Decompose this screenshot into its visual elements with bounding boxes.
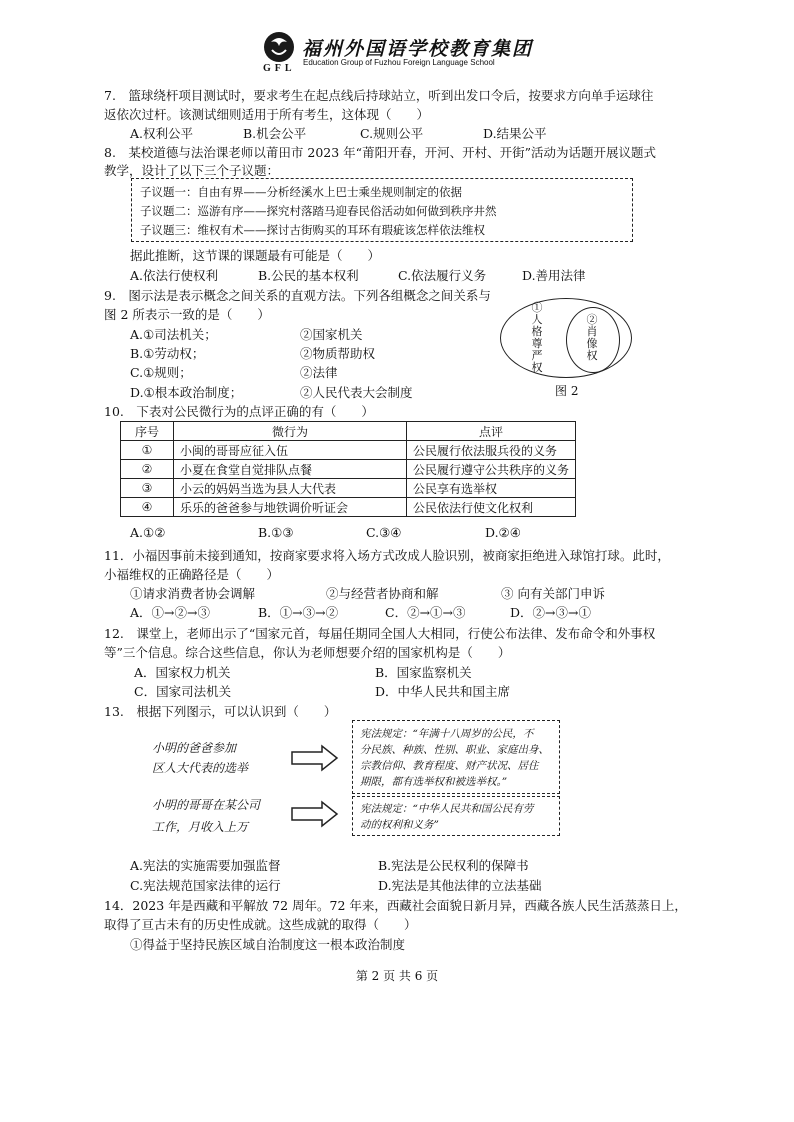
q10-option-b: B.①③ (258, 525, 294, 540)
table-cell: 小夏在食堂自觉排队点餐 (174, 460, 407, 479)
table-header-cell: 点评 (407, 422, 576, 441)
q8-stem-line1: 8. 某校道德与法治课老师以莆田市 2023 年“莆阳开春，开河、开村、开街”活动为话题开展议题式 (104, 145, 656, 160)
q8-option-d: D.善用法律 (522, 268, 586, 283)
q7-option-b: B.机会公平 (243, 126, 307, 141)
q8-option-b: B.公民的基本权利 (258, 268, 359, 283)
table-cell: ① (121, 441, 174, 460)
q14-item-1: ①得益于坚持民族区域自治制度这一根本政治制度 (130, 937, 406, 952)
arrow-right-icon (290, 800, 340, 828)
q9-stem-line1: 9. 图示法是表示概念之间关系的直观方法。下列各组概念之间关系与 (104, 288, 491, 303)
q7-option-a: A.权利公平 (130, 126, 194, 141)
q13-box1-line: 期限，都有选举权和被选举权。” (360, 776, 508, 788)
q13-left-text-2a: 小明的哥哥在某公司 (152, 798, 261, 812)
q13-box1-line: 宪法规定：“年满十八周岁的公民，不 (360, 728, 534, 740)
q9-option-b2: ②物质帮助权 (300, 346, 376, 361)
table-cell: ④ (121, 498, 174, 517)
table-row (121, 441, 576, 460)
q7-stem-line2: 返依次过杆。该测试细则适用于所有考生，这体现（ ） (104, 107, 430, 122)
table-cell: 小云的妈妈当选为县人大代表 (174, 479, 407, 498)
q11-option-d: D．②→③→① (510, 605, 591, 620)
q10-stem: 10. 下表对公民微行为的点评正确的有（ ） (104, 404, 374, 419)
page-number: 第 2 页 共 6 页 (355, 969, 439, 983)
q9-option-b1: B.①劳动权； (130, 346, 205, 361)
venn-inner-label: ②肖像权 (586, 313, 598, 362)
q14-stem-line2: 取得了亘古未有的历史性成就。这些成就的取得（ ） (104, 917, 417, 932)
q9-option-a1: A.①司法机关； (130, 327, 217, 342)
table-header-cell: 序号 (121, 422, 174, 441)
q13-stem: 13. 根据下列图示，可以认识到（ ） (104, 704, 337, 719)
q12-option-c: C．国家司法机关 (134, 684, 232, 699)
q8-stem-line3: 据此推断，这节课的课题最有可能是（ ） (130, 248, 381, 263)
q13-left-text-2b: 工作，月收入上万 (152, 820, 249, 834)
q13-constitution-box-1 (352, 720, 560, 794)
table-cell: 公民享有选举权 (407, 479, 576, 498)
q13-option-c: C.宪法规范国家法律的运行 (130, 878, 281, 893)
q9-option-d2: ②人民代表大会制度 (300, 385, 413, 400)
q12-option-d: D．中华人民共和国主席 (375, 684, 511, 699)
q13-box1-line: 分民族、种族、性别、职业、家庭出身、 (360, 744, 549, 756)
q12-stem-line1: 12. 课堂上，老师出示了“国家元首，每届任期同全国人大相同，行使公布法律、发布命令和外事权 (104, 626, 656, 641)
q11-option-c: C．②→①→③ (385, 605, 466, 620)
q8-option-c: C.依法履行义务 (398, 268, 487, 283)
q8-subtopics-box (131, 178, 633, 242)
q8-option-a: A.依法行使权利 (130, 268, 219, 283)
q9-stem-line2: 图 2 所表示一致的是（ ） (104, 307, 270, 322)
q10-option-a: A.①② (130, 525, 166, 540)
figure-2-caption: 图 2 (555, 384, 579, 398)
q10-option-d: D.②④ (485, 525, 521, 540)
q11-item-2: ②与经营者协商和解 (326, 586, 439, 601)
table-header-cell: 微行为 (174, 422, 407, 441)
q8-subtopic-3: 子议题三：维权有术——探讨古街购买的耳环有瑕疵该怎样依法维权 (140, 223, 485, 237)
q11-stem-line2: 小福维权的正确路径是（ ） (104, 567, 280, 582)
table-header-row (121, 422, 576, 441)
venn-outer-label: ①人格尊严权 (531, 301, 543, 374)
q13-box2-line: 宪法规定：“中华人民共和国公民有劳 (360, 803, 534, 815)
table-row (121, 498, 576, 517)
q11-stem-line1: 11．小福因事前未接到通知，按商家要求将入场方式改成人脸识别，被商家拒绝进入球馆打球。此时， (104, 548, 670, 563)
q11-option-a: A．①→②→③ (130, 605, 210, 620)
q10-option-c: C.③④ (366, 525, 402, 540)
q12-option-a: A．国家权力机关 (134, 665, 231, 680)
q10-table (120, 421, 576, 517)
school-abbr: GFL (263, 63, 296, 74)
q9-option-c1: C.①规则； (130, 365, 192, 380)
q12-option-b: B．国家监察机关 (375, 665, 472, 680)
q9-option-d1: D.①根本政治制度； (130, 385, 243, 400)
q8-subtopic-2: 子议题二：巡游有序——探究村落踏马迎春民俗活动如何做到秩序井然 (140, 204, 497, 218)
table-cell: 公民履行遵守公共秩序的义务 (407, 460, 576, 479)
q12-stem-line2: 等”三个信息。综合这些信息，你认为老师想要介绍的国家机构是（ ） (104, 645, 511, 660)
q13-constitution-box-2 (352, 796, 560, 836)
table-cell: ② (121, 460, 174, 479)
q8-subtopic-1: 子议题一：自由有界——分析经溪水上巴士乘坐规则制定的依据 (140, 185, 462, 199)
school-logo-icon (262, 30, 296, 64)
q7-option-c: C.规则公平 (360, 126, 424, 141)
q13-box2-line: 动的权利和义务” (360, 819, 439, 831)
q9-option-c2: ②法律 (300, 365, 338, 380)
q14-stem-line1: 14．2023 年是西藏和平解放 72 周年。72 年来，西藏社会面貌日新月异，西藏各族人民生活蒸蒸日上， (104, 898, 687, 913)
q11-item-1: ①请求消费者协会调解 (130, 586, 256, 601)
table-cell: ③ (121, 479, 174, 498)
q13-option-b: B.宪法是公民权利的保障书 (378, 858, 529, 873)
q13-option-d: D.宪法是其他法律的立法基础 (378, 878, 542, 893)
q13-box1-line: 宗教信仰、教育程度、财产状况、居住 (360, 760, 539, 772)
table-cell: 小闽的哥哥应征入伍 (174, 441, 407, 460)
table-row (121, 460, 576, 479)
q11-option-b: B．①→③→② (258, 605, 339, 620)
school-name-en: Education Group of Fuzhou Foreign Language School (303, 58, 495, 67)
q13-left-text-1a: 小明的爸爸参加 (152, 741, 237, 755)
q13-left-text-1b: 区人大代表的选举 (152, 761, 249, 775)
q11-item-3: ③ 向有关部门申诉 (501, 586, 605, 601)
arrow-right-icon (290, 744, 340, 772)
q13-option-a: A.宪法的实施需要加强监督 (130, 858, 281, 873)
q9-option-a2: ②国家机关 (300, 327, 363, 342)
school-name-cn: 福州外国语学校教育集团 (302, 38, 534, 60)
table-cell: 乐乐的爸爸参与地铁调价听证会 (174, 498, 407, 517)
table-cell: 公民履行依法服兵役的义务 (407, 441, 576, 460)
table-row (121, 479, 576, 498)
table-cell: 公民依法行使文化权利 (407, 498, 576, 517)
q8-stem-line2: 教学，设计了以下三个子议题： (104, 163, 280, 178)
q7-option-d: D.结果公平 (483, 126, 547, 141)
q7-stem-line1: 7. 篮球绕杆项目测试时，要求考生在起点线后持球站立，听到出发口令后，按要求方向单手运球往 (104, 88, 654, 103)
